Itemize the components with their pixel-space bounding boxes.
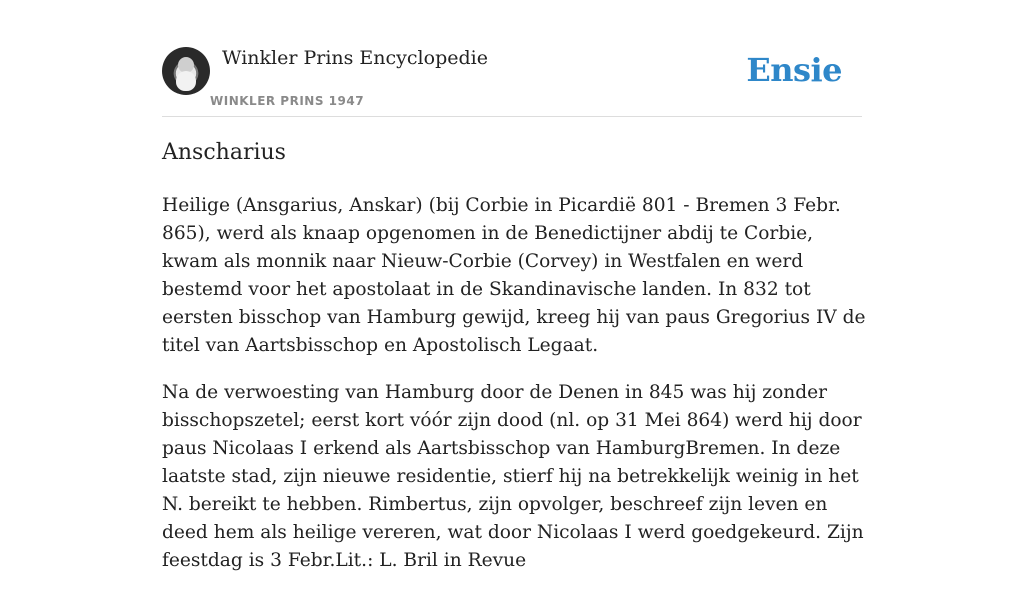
avatar[interactable] xyxy=(162,47,210,95)
avatar-beard xyxy=(176,71,196,91)
paragraph: Na de verwoesting van Hamburg door de Denen in 845 was hij zonder bisschopszetel; eerst kort vóór zijn dood (nl. op 31 Mei 864) werd hij door paus Nicolaas I erkend als Aartsbisschop van HamburgBremen. In deze laatste stad, zijn nieuwe residentie, stierf hij na betrekkelijk weinig in het N. bereikt te hebben. Rimbertus, zijn opvolger, beschreef zijn leven en deed hem als heilige vereren, wat door Nicolaas I werd goedgekeurd. Zijn feestdag is 3 Febr.Lit.: L. Bril in Revue xyxy=(162,382,864,571)
paragraph: Heilige (Ansgarius, Anskar) (bij Corbie in Picardië 801 - Bremen 3 Febr. 865), werd als knaap opgenomen in de Benedictijner abdij te Corbie, kwam als monnik naar Nieuw-Corbie (Corvey) in Westfalen en werd bestemd voor het apostolaat in de Skandinavische landen. In 832 tot eersten bisschop van Hamburg gewijd, kreeg hij van paus Gregorius IV de titel van Aartsbisschop en Apostolisch Legaat. xyxy=(162,195,866,356)
brand-logo[interactable]: Ensie xyxy=(746,51,842,89)
site-header xyxy=(162,44,862,117)
site-name[interactable]: Winkler Prins Encyclopedie xyxy=(222,47,488,69)
page-title: Anscharius xyxy=(162,140,286,165)
article-body xyxy=(162,192,867,594)
site-subtitle: WINKLER PRINS 1947 xyxy=(210,94,365,108)
